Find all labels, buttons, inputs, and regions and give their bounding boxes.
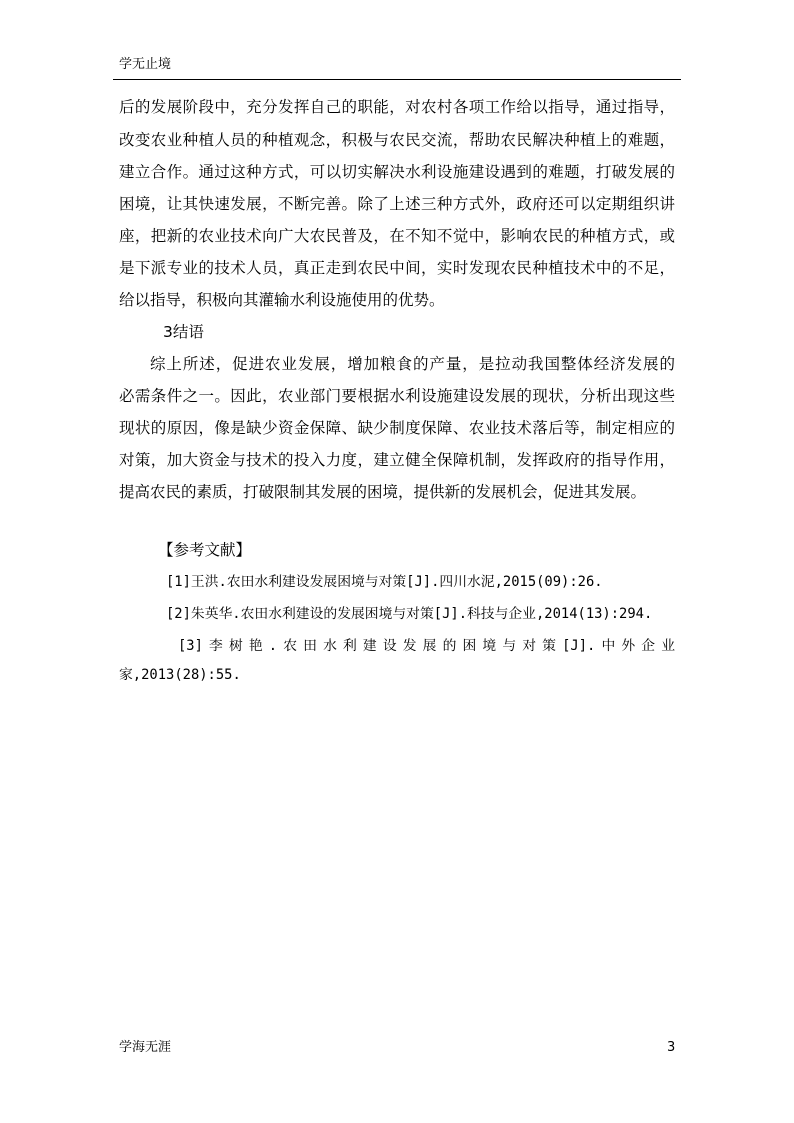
page-number: 3	[667, 1040, 676, 1055]
paragraph-line: 座，把新的农业技术向广大农民普及，在不知不觉中，影响农民的种植方式，或	[119, 227, 675, 245]
paragraph-line: 是下派专业的技术人员，真正走到农民中间，实时发现农民种植技术中的不足，	[119, 259, 675, 277]
section-heading: 3结语	[163, 323, 204, 341]
reference-item: [2]朱英华.农田水利建设的发展困境与对策[J].科技与企业,2014(13):294.	[166, 606, 653, 622]
header-title: 学无止境	[119, 57, 172, 72]
paragraph-line: 给以指导，积极向其灌输水利设施使用的优势。	[119, 291, 445, 309]
reference-item: [3]李树艳.农田水利建设发展的困境与对策[J].中外企业	[178, 638, 675, 654]
paragraph-line: 必需条件之一。因此，农业部门要根据水利设施建设发展的现状，分析出现这些	[119, 387, 675, 405]
paragraph-line: 对策，加大资金与技术的投入力度，建立健全保障机制，发挥政府的指导作用，	[119, 451, 675, 469]
reference-item-continuation: 家,2013(28):55.	[119, 667, 241, 683]
paragraph-line: 后的发展阶段中，充分发挥自己的职能，对农村各项工作给以指导，通过指导，	[119, 98, 675, 116]
paragraph-line: 现状的原因，像是缺少资金保障、缺少制度保障、农业技术落后等，制定相应的	[119, 419, 675, 437]
footer-text: 学海无涯	[119, 1040, 172, 1055]
paragraph-line: 综上所述，促进农业发展，增加粮食的产量，是拉动我国整体经济发展的	[150, 355, 675, 373]
paragraph-line: 提高农民的素质，打破限制其发展的困境，提供新的发展机会，促进其发展。	[119, 483, 647, 501]
paragraph-line: 困境，让其快速发展，不断完善。除了上述三种方式外，政府还可以定期组织讲	[119, 195, 675, 213]
header-divider	[113, 79, 681, 80]
paragraph-line: 改变农业种植人员的种植观念，积极与农民交流，帮助农民解决种植上的难题，	[119, 131, 675, 149]
references-heading: 【参考文献】	[158, 541, 252, 559]
paragraph-line: 建立合作。通过这种方式，可以切实解决水利设施建设遇到的难题，打破发展的	[119, 163, 675, 181]
reference-item: [1]王洪.农田水利建设发展困境与对策[J].四川水泥,2015(09):26.	[166, 574, 603, 590]
